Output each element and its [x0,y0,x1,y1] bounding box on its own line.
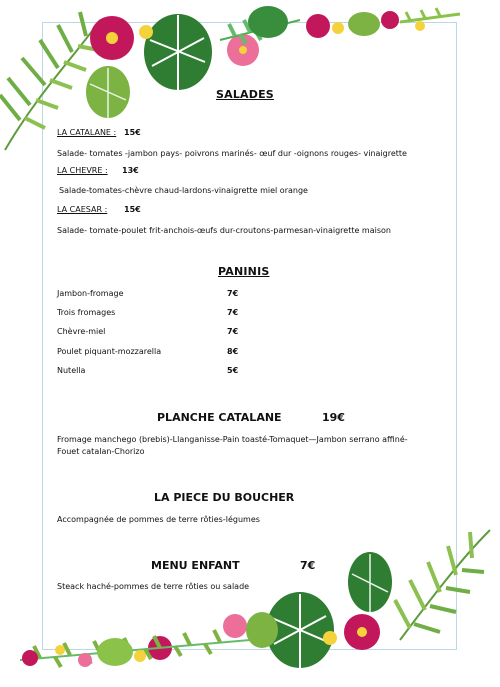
panini-price: 7€ [227,308,239,317]
panini-name: Poulet piquant-mozzarella [57,347,162,356]
section-title-paninis: PANINIS [218,265,270,278]
item-desc-chevre: Salade-tomates-chèvre chaud-lardons-vinaigrette miel orange [59,186,308,195]
monstera-leaf-icon [348,552,392,612]
hibiscus-flower-icon [90,16,134,60]
item-desc-catalane: Salade- tomates -jambon pays- poivrons marinés- œuf dur -oignons rouges- vinaigrette [57,149,407,158]
monstera-leaf-icon [144,14,212,90]
panini-name: Nutella [57,366,86,375]
panini-name: Trois fromages [57,308,116,317]
planche-desc-line1: Fromage manchego (brebis)-Llanganisse-Pain toasté-Tomaquet—Jambon serrano affiné- [57,435,408,444]
section-title-planche: PLANCHE CATALANE [157,411,282,424]
planche-desc-line2: Fouet catalan-Chorizo [57,447,145,456]
item-name-catalane: LA CATALANE : [57,128,117,137]
panini-price: 7€ [227,289,239,298]
boucher-desc: Accompagnée de pommes de terre rôties-légumes [57,515,260,524]
hibiscus-flower-icon [344,614,380,650]
palm-leaf-icon [395,530,490,640]
monstera-leaf-icon [248,6,288,38]
panini-name: Chèvre-miel [57,327,106,336]
palm-leaf-icon [20,630,250,667]
hibiscus-flower-icon [148,614,247,660]
panini-price: 5€ [227,366,239,375]
section-price-enfant: 7€ [300,559,316,572]
monstera-leaf-icon [86,66,130,118]
item-price-catalane: 15€ [124,128,141,137]
section-title-enfant: MENU ENFANT [151,559,240,572]
panini-price: 8€ [227,347,239,356]
item-name-chevre: LA CHEVRE : [57,166,108,175]
bottom-foliage [0,520,500,687]
panini-price: 7€ [227,327,239,336]
section-price-planche: 19€ [322,411,345,424]
item-price-chevre: 13€ [122,166,139,175]
item-price-caesar: 15€ [124,205,141,214]
item-name-caesar: LA CAESAR : [57,205,108,214]
fern-leaf-icon [348,8,460,36]
enfant-desc: Steack haché-pommes de terre rôties ou salade [57,582,250,591]
panini-name: Jambon-fromage [57,289,124,298]
item-desc-caesar: Salade- tomate-poulet frit-anchois-œufs dur-croutons-parmesan-vinaigrette maison [57,226,391,235]
section-title-salades: SALADES [216,88,274,101]
section-title-boucher: LA PIECE DU BOUCHER [154,491,295,504]
